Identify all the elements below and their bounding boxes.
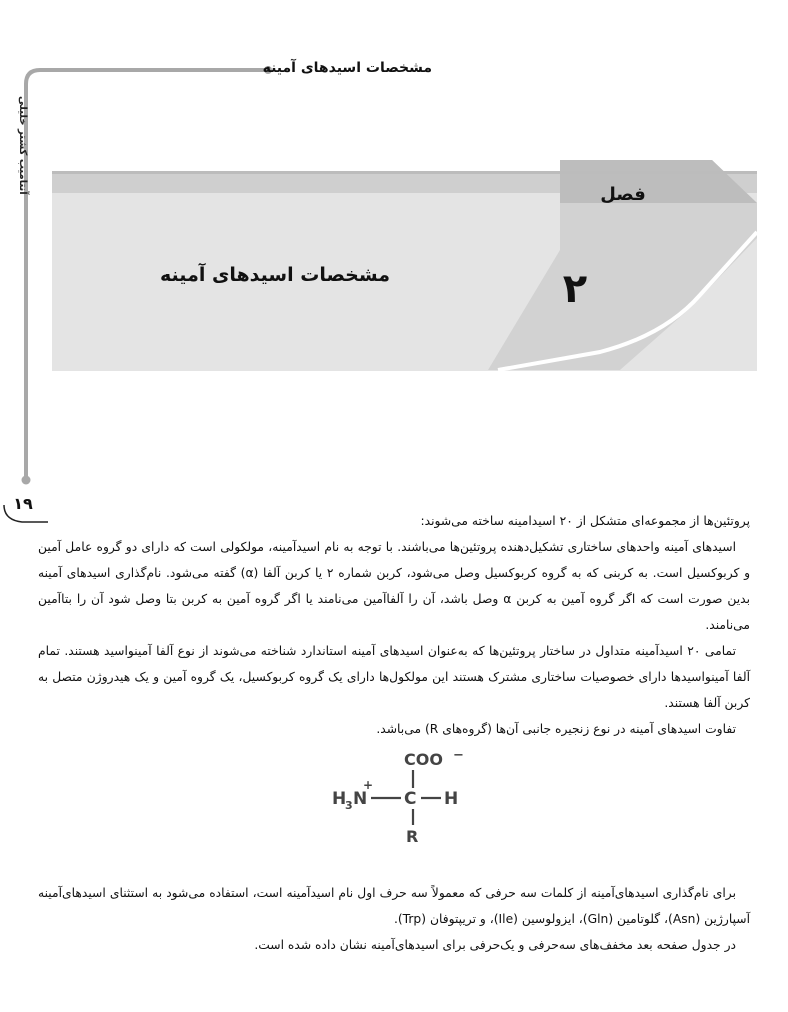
chapter-banner — [0, 0, 788, 400]
paragraph-side-chain: تفاوت اسیدهای آمینه در نوع زنجیره جانبی آن‌ها (گروه‌های R) می‌باشد. — [376, 722, 736, 736]
amino-acid-structure — [320, 742, 480, 852]
alpha-hydrogen-label: H — [444, 789, 459, 809]
chapter-label: فصل — [600, 184, 646, 205]
nitrogen-label: N — [353, 789, 368, 809]
chapter-number: ۲ — [562, 266, 588, 312]
side-chain-r-label: R — [406, 827, 419, 846]
alpha-carbon-label: C — [404, 789, 417, 809]
side-caption: آنتامیب کشتر خلیلی — [17, 95, 28, 195]
chapter-title: مشخصات اسیدهای آمینه — [160, 264, 390, 286]
hydrogen-label: H — [332, 789, 347, 809]
carboxylate-label: COO — [404, 750, 443, 769]
page-number: ۱۹ — [13, 494, 33, 513]
minus-charge: − — [453, 748, 464, 763]
paragraph-intro: پروتئین‌ها از مجموعه‌ای متشکل از ۲۰ اسیدامینه ساخته می‌شوند: — [420, 514, 750, 528]
paragraph-alpha-amino: تمامی ۲۰ اسیدآمینه متداول در ساختار پروتئین‌ها که به‌عنوان اسیدهای آمینه استاندارد شناخته می‌شوند از نوع آلفا آمینواسید هستند. تمام آلفا آمینواسیدها دارای خصوصیات ساختاری مشترک هستند این مولکول‌ها دارای یک گروه کربوکسیل، یک گروه آمین و یک هیدروژن متصل به کربن آلفا هستند. — [38, 644, 750, 710]
paragraph-definition: اسیدهای آمینه واحدهای ساختاری تشکیل‌دهنده پروتئین‌ها می‌باشند. با توجه به نام اسیدآمینه، مولکولی است که دارای دو گروه عامل آمین و کربوکسیل است. به کربنی که به گروه کربوکسیل وصل می‌شود، کربن شماره ۲ یا کربن آلفا (α) گفته می‌شود. نام‌گذاری اسیدهای آمینه بدین صورت است که اگر گروه آمین به کربن α وصل باشد، آن را آلفاآمین می‌نامند یا اگر گروه آمین به کربن بتا وصل شود آن را بتاآمین می‌نامند. — [38, 540, 751, 632]
subscript-3: 3 — [345, 799, 353, 812]
paragraph-naming: برای نام‌گذاری اسیدهای‌آمینه از کلمات سه حرفی که معمولاً سه حرف اول نام اسیدآمینه است، استفاده می‌شود به استثنای اسیدهای‌آمینه آسپارژین (Asn)، گلوتامین (Gln)، ایزولوسین (Ile)، و تریپتوفان (Trp). — [38, 886, 750, 926]
paragraph-table-note: در جدول صفحه بعد مخفف‌های سه‌حرفی و یک‌حرفی برای اسیدهای‌آمینه نشان داده شده است. — [254, 938, 736, 952]
running-header-title: مشخصات اسیدهای آمینه — [262, 60, 432, 76]
plus-charge: + — [363, 778, 374, 792]
